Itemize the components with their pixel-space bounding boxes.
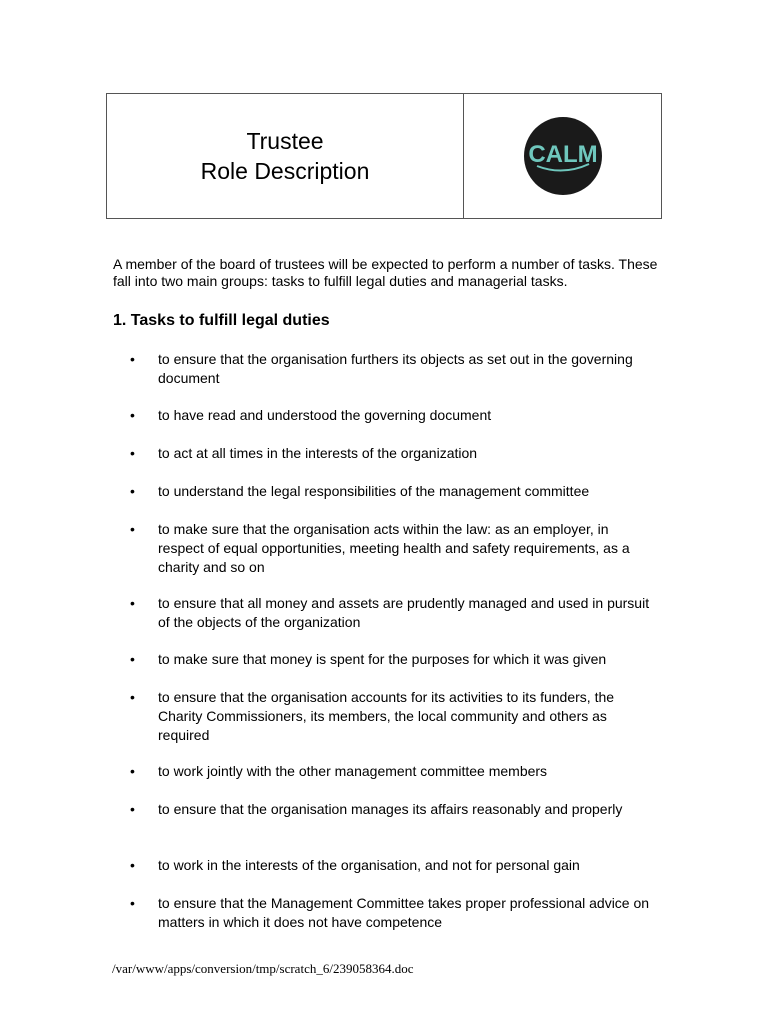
- list-item-text: to make sure that money is spent for the purposes for which it was given: [158, 651, 607, 667]
- document-subtitle: Role Description: [200, 158, 370, 184]
- bullet-icon: •: [130, 445, 135, 461]
- list-item-text: to ensure that the organisation accounts for its activities to its funders, the Charity Commissioners, its members, the local community and others as required: [158, 689, 615, 743]
- bullet-icon: •: [130, 651, 135, 667]
- document-title: Trustee: [246, 128, 324, 154]
- header-logo-cell: [464, 94, 661, 218]
- header-title-cell: [107, 94, 464, 218]
- list-item-text: to work in the interests of the organisation, and not for personal gain: [158, 857, 580, 873]
- list-item-text: to ensure that the Management Committee takes proper professional advice on matters in which it does not have competence: [158, 895, 650, 930]
- bullet-icon: •: [130, 351, 135, 367]
- bullet-icon: •: [130, 483, 135, 499]
- bullet-icon: •: [130, 895, 135, 911]
- section-heading-legal-duties: 1. Tasks to fulfill legal duties: [113, 312, 330, 329]
- intro-paragraph: A member of the board of trustees will be expected to perform a number of tasks. These fall into two main groups: tasks to fulfill legal duties and managerial tasks.: [113, 256, 658, 289]
- logo-text: CALM: [527, 141, 598, 168]
- list-item-text: to have read and understood the governing document: [158, 407, 492, 423]
- bullet-icon: •: [130, 689, 135, 705]
- list-item-text: to make sure that the organisation acts within the law: as an employer, in respect of equal opportunities, meeting health and safety requirements, as a charity and so on: [158, 521, 630, 575]
- list-item-text: to ensure that all money and assets are prudently managed and used in pursuit of the objects of the organization: [158, 595, 650, 630]
- bullet-icon: •: [130, 857, 135, 873]
- footer-file-path: /var/www/apps/conversion/tmp/scratch_6/239058364.doc: [112, 961, 414, 976]
- bullet-icon: •: [130, 521, 135, 537]
- list-item-text: to ensure that the organisation furthers its objects as set out in the governing document: [158, 351, 633, 386]
- header-table: [106, 93, 662, 219]
- bullet-icon: •: [130, 595, 135, 611]
- calm-logo: [523, 116, 603, 196]
- list-item-text: to understand the legal responsibilities of the management committee: [158, 483, 590, 499]
- list-item-text: to ensure that the organisation manages its affairs reasonably and properly: [158, 801, 623, 817]
- bullet-icon: •: [130, 763, 135, 779]
- bullet-icon: •: [130, 801, 135, 817]
- list-item-text: to act at all times in the interests of the organization: [158, 445, 478, 461]
- list-item-text: to work jointly with the other management committee members: [158, 763, 548, 779]
- bullet-icon: •: [130, 407, 135, 423]
